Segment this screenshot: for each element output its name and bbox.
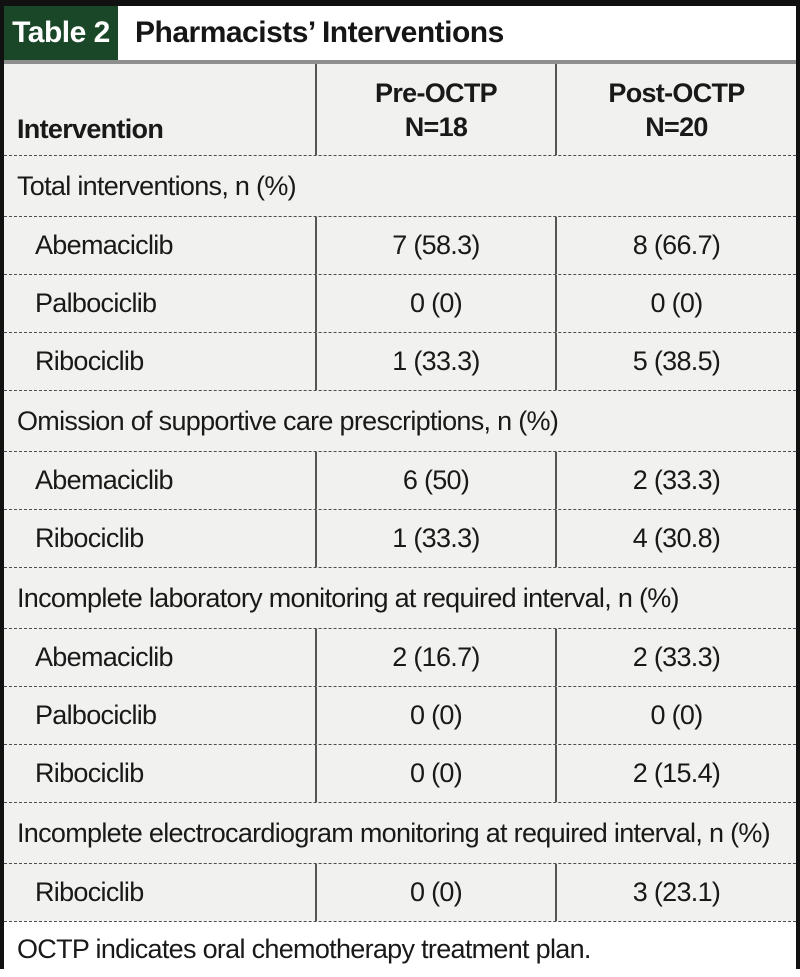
section-header-total-interventions: Total interventions, n (%) [4,155,796,216]
table-number-badge: Table 2 [4,6,118,60]
pre-octp-label: Pre-OCTP [375,77,497,108]
section-header-incomplete-ecg-monitoring: Incomplete electrocardiogram monitoring at required interval, n (%) [4,802,796,863]
post-octp-cell: 0 (0) [555,275,796,332]
table-row-abemaciclib [4,451,796,509]
intervention-cell: Ribociclib [35,346,144,376]
intervention-cell: Ribociclib [35,758,144,788]
intervention-cell: Abemaciclib [35,642,173,672]
intervention-cell: Palbociclib [35,700,157,730]
table-row-ribociclib [4,744,796,802]
post-octp-cell: 2 (33.3) [555,452,796,509]
table-row-abemaciclib [4,216,796,274]
table-row-ribociclib [4,863,796,921]
pre-octp-cell: 1 (33.3) [315,510,555,567]
intervention-cell: Abemaciclib [35,465,173,495]
pre-octp-cell: 6 (50) [315,452,555,509]
column-header-pre-octp [315,64,555,155]
pre-octp-cell: 0 (0) [315,687,555,744]
pre-octp-cell: 7 (58.3) [315,217,555,274]
pre-octp-cell: 2 (16.7) [315,629,555,686]
post-octp-n: N=20 [645,111,708,142]
intervention-cell: Ribociclib [35,523,144,553]
pre-octp-n: N=18 [404,111,468,142]
pre-octp-cell: 0 (0) [315,745,555,802]
column-header-post-octp [555,64,796,155]
post-octp-cell: 8 (66.7) [555,217,796,274]
intervention-cell: Abemaciclib [35,230,173,260]
pre-octp-cell: 0 (0) [315,275,555,332]
table-row-abemaciclib [4,628,796,686]
section-header-omission-supportive-care: Omission of supportive care prescriptions, n (%) [4,390,796,451]
post-octp-cell: 0 (0) [555,687,796,744]
table-title-bar [4,6,796,60]
table-title: Pharmacists’ Interventions [135,16,504,49]
post-octp-label: Post-OCTP [608,77,745,108]
column-header-intervention: Intervention [17,114,164,144]
post-octp-cell: 4 (30.8) [555,510,796,567]
table-row-palbociclib [4,686,796,744]
post-octp-cell: 2 (33.3) [555,629,796,686]
post-octp-cell: 2 (15.4) [555,745,796,802]
pre-octp-cell: 0 (0) [315,864,555,921]
table-row-ribociclib [4,509,796,567]
pre-octp-cell: 1 (33.3) [315,333,555,390]
post-octp-cell: 3 (23.1) [555,864,796,921]
column-header-row [4,64,796,155]
intervention-cell: Palbociclib [35,288,157,318]
table-footnote: OCTP indicates oral chemotherapy treatment plan. [4,921,796,977]
table-row-palbociclib [4,274,796,332]
intervention-cell: Ribociclib [35,877,144,907]
section-header-incomplete-lab-monitoring: Incomplete laboratory monitoring at required interval, n (%) [4,567,796,628]
table-row-ribociclib [4,332,796,390]
post-octp-cell: 5 (38.5) [555,333,796,390]
